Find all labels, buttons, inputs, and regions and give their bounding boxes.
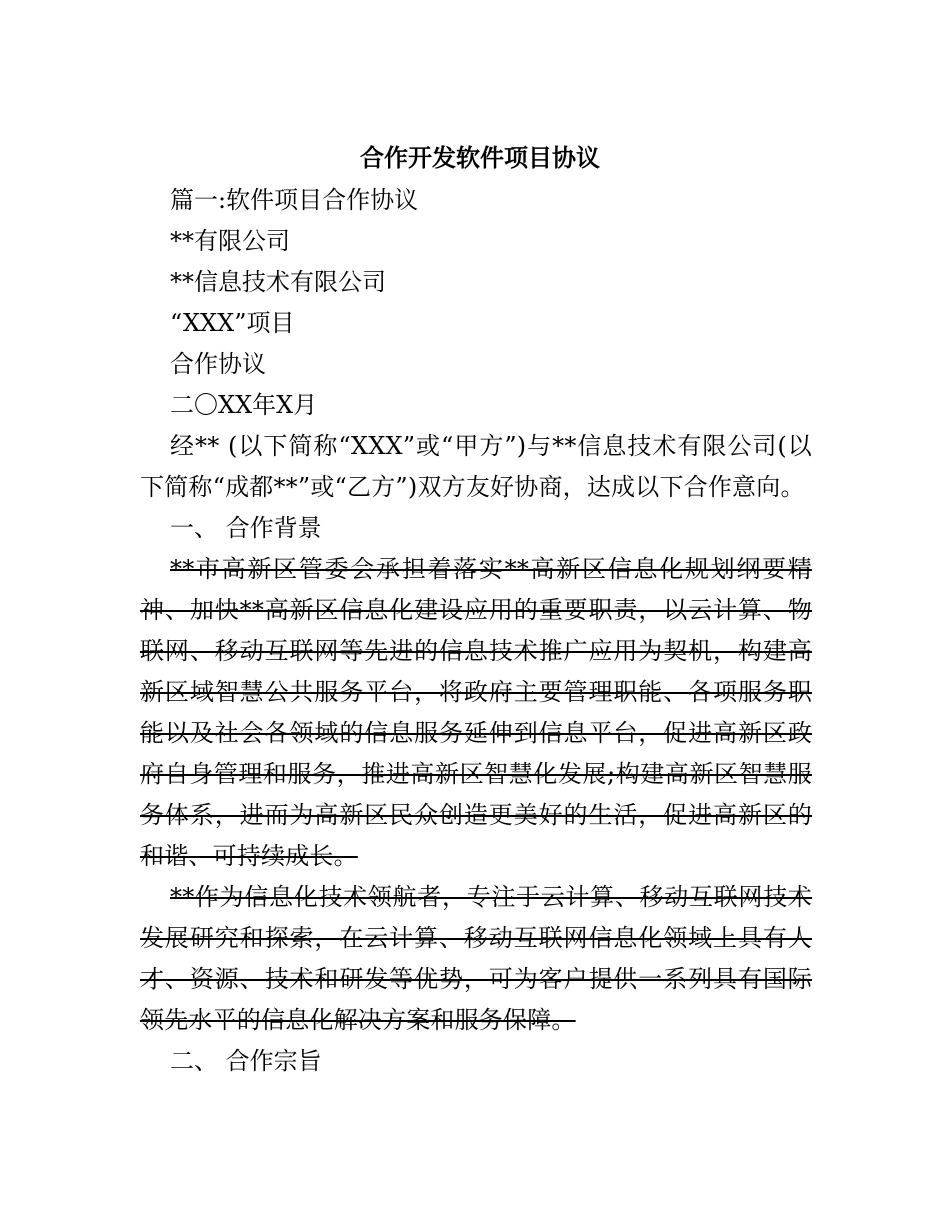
section-1-heading: 一、 合作背景: [170, 514, 322, 542]
intro-paragraph: 经** (以下简称“XXX”或“甲方”)与**信息技术有限公司(以下简称“成都**”或“乙方”)双方友好协商，达成以下合作意向。: [140, 432, 812, 501]
section-1-paragraph-2: **作为信息化技术领航者，专注于云计算、移动互联网技术发展研究和探索，在云计算、移动互联网信息化领域上具有人才、资源、技术和研发等优势，可为客户提供一系列具有国际领先水平的信息化解决方案和服务保障。: [140, 883, 812, 1034]
heading-line-2: **有限公司: [170, 227, 290, 255]
section-2-heading: 二、 合作宗旨: [170, 1047, 322, 1075]
heading-line-5: 合作协议: [170, 350, 266, 378]
document-title: 合作开发软件项目协议: [360, 143, 600, 172]
heading-line-4: “XXX”项目: [170, 309, 295, 337]
section-1-paragraph-1: **市高新区管委会承担着落实**高新区信息化规划纲要精神、加快**高新区信息化建设应用的重要职责，以云计算、物联网、移动互联网等先进的信息技术推广应用为契机，构建高新区域智慧公共服务平台，将政府主要管理职能、各项服务职能以及社会各领域的信息服务延伸到信息平台，促进高新区政府自身管理和服务，推进高新区智慧化发展;构建高新区智慧服务体系，进而为高新区民众创造更美好的生活，促进高新区的和谐、可持续成长。: [140, 555, 812, 870]
document-page: [140, 136, 812, 1082]
heading-line-6: 二〇XX年X月: [170, 391, 318, 419]
heading-line-1: 篇一:软件项目合作协议: [170, 186, 419, 214]
heading-line-3: **信息技术有限公司: [170, 268, 386, 296]
